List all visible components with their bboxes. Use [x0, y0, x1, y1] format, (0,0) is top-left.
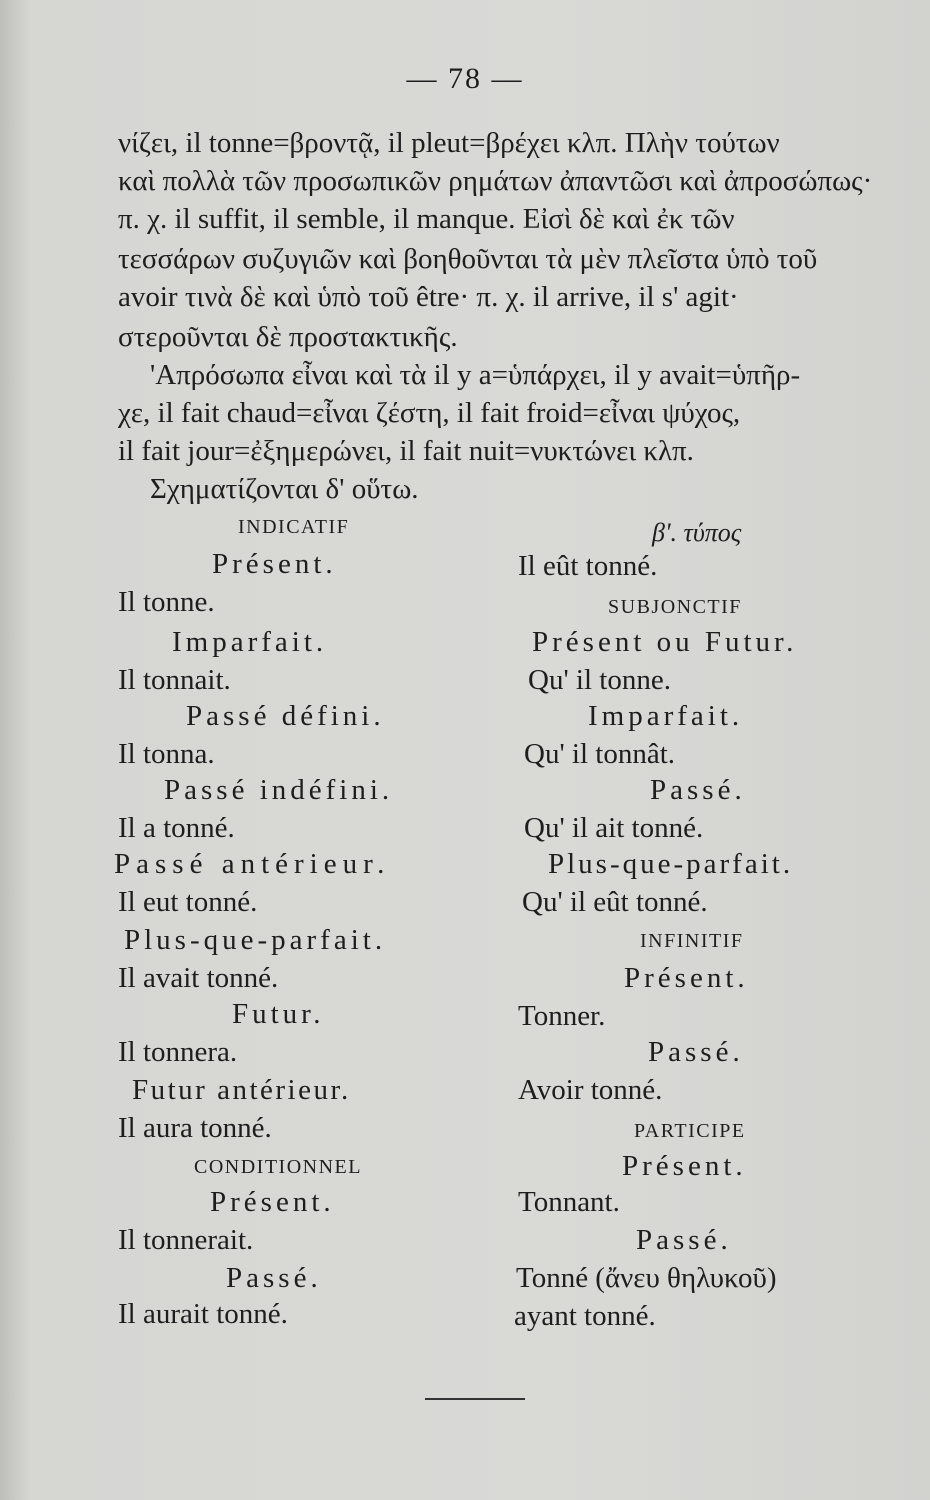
tense-label: Passé antérieur. [114, 848, 391, 880]
tense-label: Plus-que-parfait. [548, 848, 794, 880]
tense-label: Présent. [212, 548, 337, 580]
tense-label: Imparfait. [172, 626, 328, 658]
tense-label: Passé indéfini. [164, 774, 394, 806]
intro-line: καὶ πολλὰ τῶν προσωπικῶν ρημάτων ἀπαντῶσι καὶ ἀπροσώπως· [118, 165, 873, 197]
intro-line: νίζει, il tonne=βροντᾷ, il pleut=βρέχει κλπ. Πλὴν τούτων [118, 127, 780, 159]
tense-label: Passé. [650, 774, 746, 806]
verb-form: Tonnant. [518, 1186, 620, 1218]
verb-form: Il aurait tonné. [118, 1298, 288, 1330]
page-number: — 78 — [406, 62, 524, 95]
verb-form: Il eût tonné. [518, 550, 658, 582]
tense-label: Présent ou Futur. [532, 626, 798, 658]
intro-line: στεροῦνται δὲ προστακτικῆς. [118, 321, 458, 353]
verb-form: Qu' il tonne. [528, 664, 671, 696]
verb-form: Il tonnera. [118, 1036, 238, 1068]
tense-label: Passé. [226, 1262, 322, 1294]
beta-typos-label: β'. τύπος [652, 518, 742, 547]
indicatif-heading: INDICATIF [238, 516, 350, 538]
tense-label: Futur. [232, 998, 325, 1030]
verb-form: Qu' il eût tonné. [522, 886, 708, 918]
intro-line: Σχηματίζονται δ' οὕτω. [150, 473, 419, 505]
infinitif-heading: INFINITIF [640, 930, 744, 952]
verb-form: Il tonnait. [118, 664, 231, 696]
tense-label: Présent. [622, 1150, 747, 1182]
verb-form: Avoir tonné. [518, 1074, 663, 1106]
verb-form: ayant tonné. [514, 1300, 656, 1332]
verb-form: Il a tonné. [118, 812, 235, 844]
intro-line: π. χ. il suffit, il semble, il manque. Εἰσὶ δὲ καὶ ἐκ τῶν [118, 203, 735, 235]
verb-form: Il tonnerait. [118, 1224, 254, 1256]
verb-form: Il aura tonné. [118, 1112, 272, 1144]
verb-form: Qu' il tonnât. [524, 738, 676, 770]
conditionnel-heading: CONDITIONNEL [194, 1156, 362, 1178]
tense-label: Présent. [624, 962, 749, 994]
intro-line: il fait jour=ἐξημερώνει, il fait nuit=νυκτώνει κλπ. [118, 435, 694, 467]
tense-label: Plus-que-parfait. [124, 924, 387, 956]
intro-line: 'Απρόσωπα εἶναι καὶ τὰ il y a=ὑπάρχει, il y avait=ὑπῆρ- [150, 359, 801, 391]
verb-form: Il tonne. [118, 586, 215, 618]
tense-label: Imparfait. [588, 700, 744, 732]
tense-label: Passé défini. [186, 700, 385, 732]
tense-label: Passé. [648, 1036, 744, 1068]
tense-label: Passé. [636, 1224, 732, 1256]
intro-line: χε, il fait chaud=εἶναι ζέστη, il fait froid=εἶναι ψύχος, [118, 397, 741, 429]
footer-rule [425, 1398, 525, 1400]
verb-form: Tonner. [518, 1000, 606, 1032]
verb-form: Tonné (ἄνευ θηλυκοῦ) [516, 1262, 777, 1294]
verb-form: Il avait tonné. [118, 962, 279, 994]
participe-heading: PARTICIPE [634, 1120, 746, 1142]
tense-label: Futur antérieur. [132, 1074, 351, 1106]
verb-form: Qu' il ait tonné. [524, 812, 704, 844]
intro-line: τεσσάρων συζυγιῶν καὶ βοηθοῦνται τὰ μὲν πλεῖστα ὑπὸ τοῦ [118, 243, 818, 275]
tense-label: Présent. [210, 1186, 335, 1218]
subjonctif-heading: SUBJONCTIF [608, 596, 742, 618]
intro-line: avoir τινὰ δὲ καὶ ὑπὸ τοῦ être· π. χ. il arrive, il s' agit· [118, 281, 739, 313]
verb-form: Il eut tonné. [118, 886, 258, 918]
verb-form: Il tonna. [118, 738, 215, 770]
